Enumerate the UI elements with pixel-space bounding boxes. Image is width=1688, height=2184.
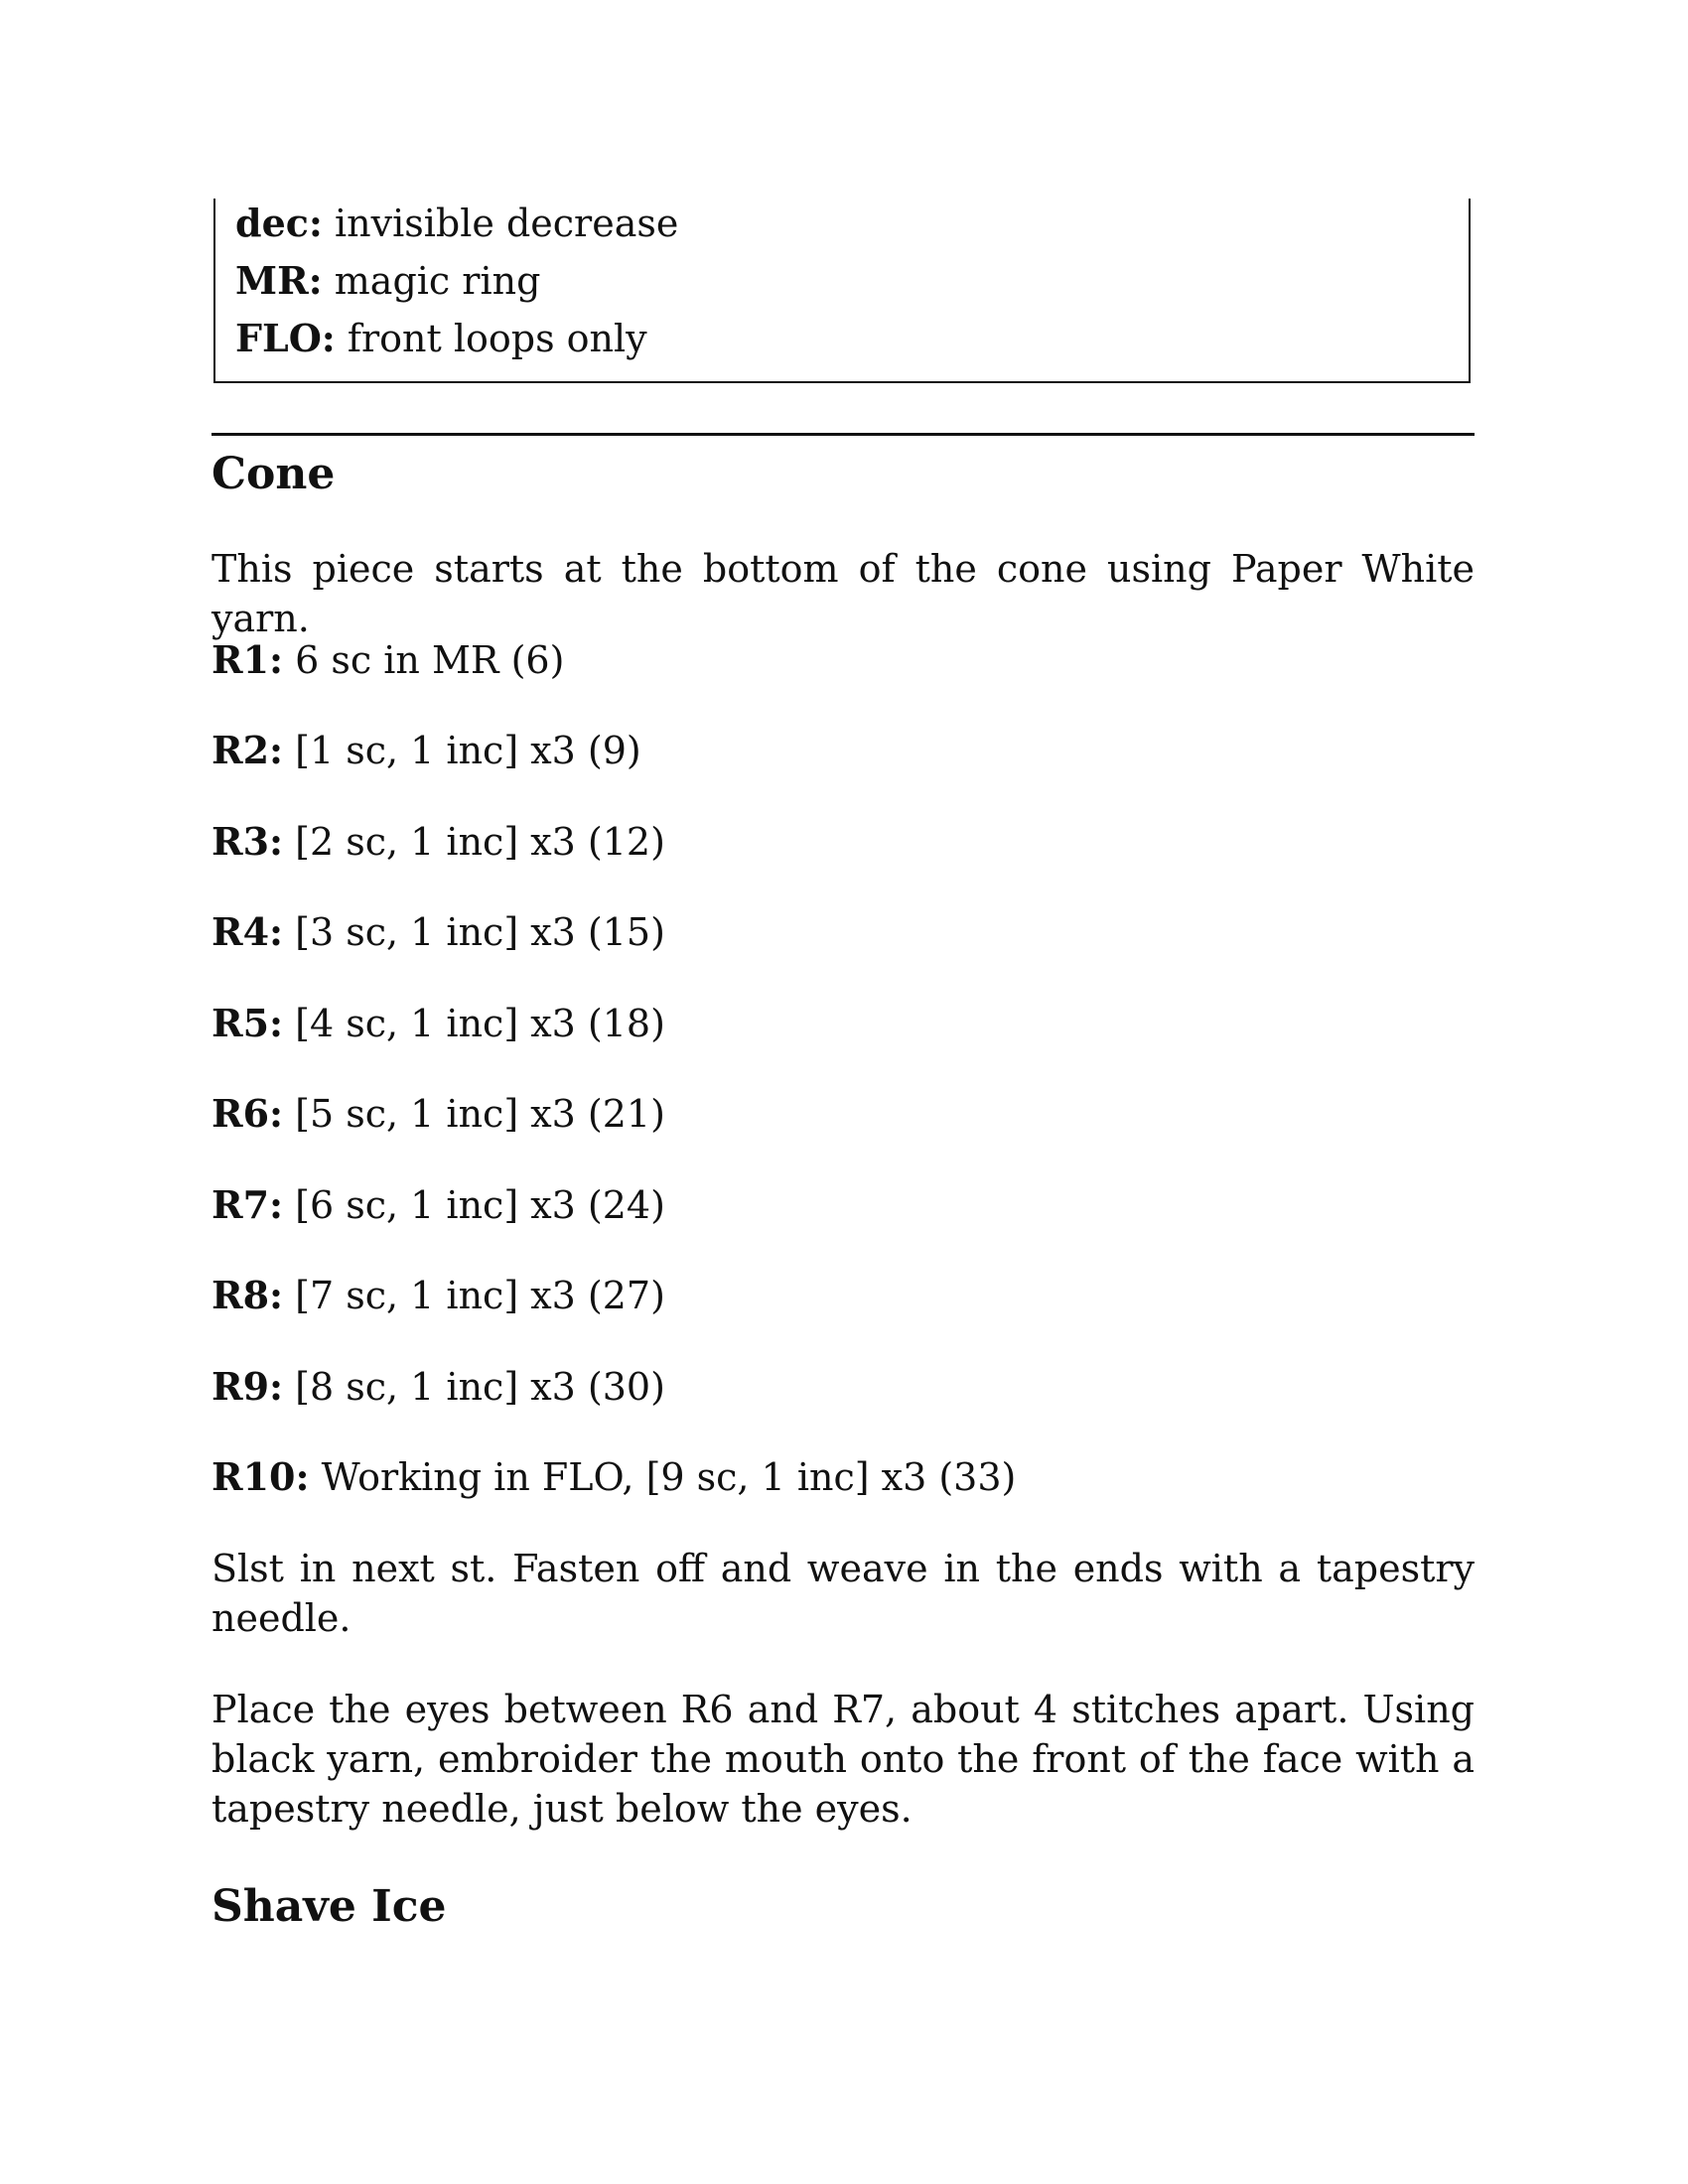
document-page [211,0,1475,2184]
abbreviation-item [235,199,678,248]
pattern-row [211,1089,665,1139]
pattern-row [211,1271,665,1320]
row-instruction: [4 sc, 1 inc] x3 (18) [295,1002,665,1045]
face-paragraph: Place the eyes between R6 and R7, about 4 stitches apart. Using black yarn, embroider the mouth onto the front of the face with a tapestry needle, just below the eyes. [211,1688,1475,1831]
row-label: R8: [211,1273,284,1317]
row-label: R5: [211,1001,284,1045]
pattern-row [211,1452,1016,1502]
abbreviation-meaning: invisible decrease [335,202,679,245]
pattern-row [211,1180,665,1230]
row-instruction: [7 sc, 1 inc] x3 (27) [295,1274,665,1317]
row-instruction: [1 sc, 1 inc] x3 (9) [295,729,641,772]
row-label: R9: [211,1364,284,1409]
abbreviation-term: FLO: [235,316,336,360]
row-label: R6: [211,1091,284,1136]
cone-intro-paragraph: This piece starts at the bottom of the cone using Paper White yarn. [211,547,1475,640]
row-instruction: Working in FLO, [9 sc, 1 inc] x3 (33) [321,1455,1017,1499]
row-label: R4: [211,909,284,954]
section-heading-cone: Cone [211,449,336,499]
abbreviations-box [213,199,1471,383]
pattern-row [211,1362,665,1412]
row-label: R10: [211,1454,310,1499]
row-label: R1: [211,637,284,682]
section-heading-shave-ice: Shave Ice [211,1881,447,1932]
row-instruction: [8 sc, 1 inc] x3 (30) [295,1365,665,1409]
row-instruction: 6 sc in MR (6) [295,638,565,682]
abbreviation-meaning: magic ring [334,259,541,303]
pattern-row [211,817,665,867]
pattern-row [211,635,564,685]
row-label: R3: [211,819,284,864]
row-instruction: [6 sc, 1 inc] x3 (24) [295,1183,665,1227]
row-label: R2: [211,728,284,772]
finish-paragraph: Slst in next st. Fasten off and weave in the ends with a tapestry needle. [211,1547,1475,1640]
pattern-row [211,726,641,775]
abbreviation-meaning: front loops only [347,317,647,360]
row-instruction: [5 sc, 1 inc] x3 (21) [295,1092,665,1136]
section-divider [211,433,1475,436]
abbreviation-item [235,314,647,363]
row-instruction: [2 sc, 1 inc] x3 (12) [295,820,665,864]
abbreviation-item [235,256,540,306]
abbreviation-term: dec: [235,201,323,245]
row-instruction: [3 sc, 1 inc] x3 (15) [295,910,665,954]
row-label: R7: [211,1182,284,1227]
pattern-row [211,907,665,957]
pattern-row [211,999,665,1048]
abbreviation-term: MR: [235,258,323,303]
